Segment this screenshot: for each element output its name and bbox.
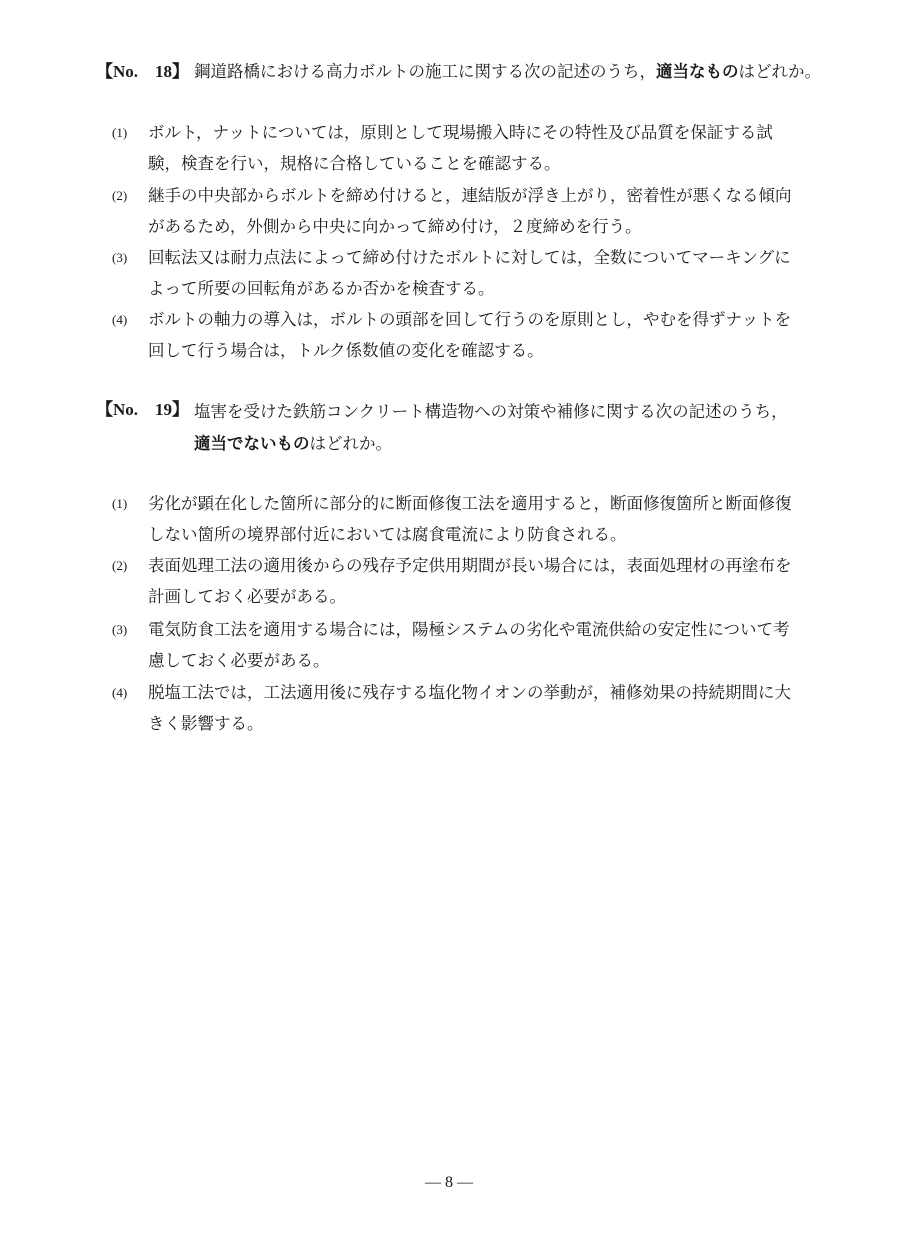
page-number: — 8 — [425,1174,473,1191]
question-number: 【No. 18】 [96,62,190,81]
question-18 [96,58,821,88]
option-text: 電気防食工法を適用する場合には，陽極システムの劣化や電流供給の安定性について考慮しておく必要がある。 [148,620,790,670]
question-text [194,58,821,86]
question-text-tail: はどれか。 [309,434,392,453]
option-text: 劣化が顕在化した箇所に部分的に断面修復工法を適用すると，断面修復箇所と断面修復しない箇所の境界部付近においては腐食電流により防食される。 [148,494,792,544]
question-text [194,396,804,460]
option-number: (1) [112,125,128,140]
question-text-emphasis: 適当なもの [656,62,739,81]
question-number: 【No. 19】 [96,400,190,419]
option-number: (4) [112,312,128,327]
question-text-tail: はどれか。 [738,62,821,81]
option-number: (3) [112,622,128,637]
option-text: 継手の中央部からボルトを締め付けると，連結版が浮き上がり，密着性が悪くなる傾向があるため，外側から中央に向かって締め付け，２度締めを行う。 [148,186,792,236]
option-text: 回転法又は耐力点法によって締め付けたボルトに対しては，全数についてマーキングによって所要の回転角があるか否かを検査する。 [148,248,791,298]
option-text: ボルトの軸力の導入は，ボルトの頭部を回して行うのを原則とし，やむを得ずナットを回して行う場合は，トルク係数値の変化を確認する。 [148,310,792,360]
question-text-lead: 塩害を受けた鉄筋コンクリート構造物への対策や補修に関する次の記述のうち， [194,402,788,421]
option-text: 表面処理工法の適用後からの残存予定供用期間が長い場合には，表面処理材の再塗布を計画しておく必要がある。 [148,556,792,606]
option-number: (3) [112,250,128,265]
option-number: (2) [112,188,128,203]
option-text: ボルト，ナットについては，原則として現場搬入時にその特性及び品質を保証する試験，検査を行い，規格に合格していることを確認する。 [148,123,773,173]
option-number: (4) [112,685,128,700]
question-19 [96,396,816,456]
question-text-lead: 鋼道路橋における高力ボルトの施工に関する次の記述のうち， [194,62,656,81]
option-number: (1) [112,496,128,511]
option-number: (2) [112,558,128,573]
question-text-emphasis: 適当でないもの [194,434,310,453]
option-text: 脱塩工法では，工法適用後に残存する塩化物イオンの挙動が，補修効果の持続期間に大きく影響する。 [148,683,792,733]
